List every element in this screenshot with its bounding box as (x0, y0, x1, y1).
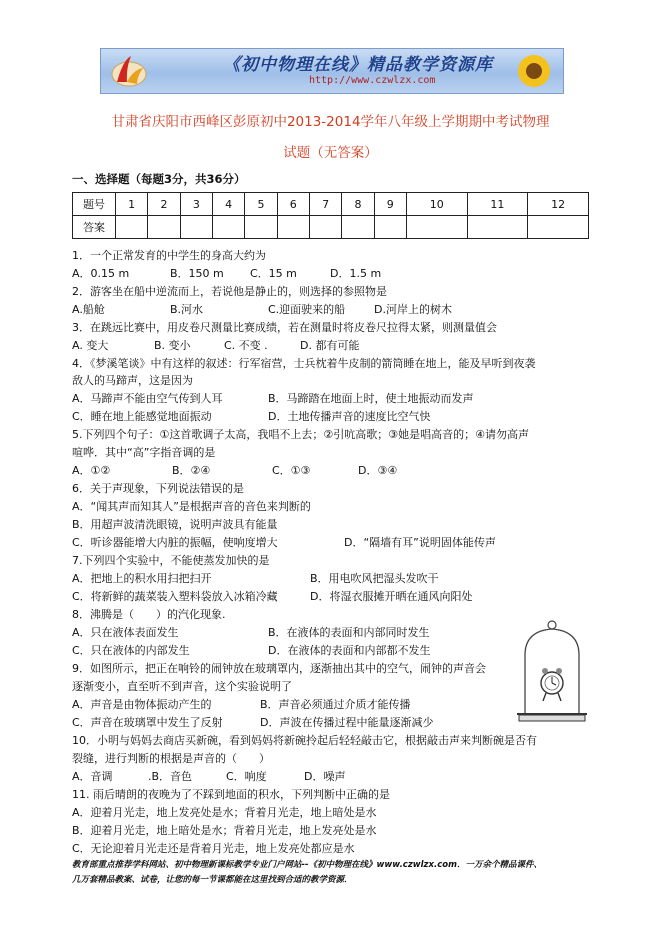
table-cell-answer (467, 216, 528, 239)
footer-note (72, 858, 589, 888)
question-text: C. 不变 . (224, 339, 268, 352)
question-text: D．在液体的表面和内部都不发生 (268, 644, 431, 657)
table-cell-answer (116, 216, 148, 239)
question-text: B．用超声波清洗眼镜，说明声波具有能量 (72, 518, 278, 531)
banner-title: 《初中物理在线》精品教学资源库 (223, 55, 493, 75)
question-text: A.船舱 (72, 303, 105, 316)
question-text: 11. 雨后晴朗的夜晚为了不踩到地面的积水，下列判断中正确的是 (72, 788, 390, 801)
table-cell-number: 5 (245, 193, 277, 216)
question-text: 7.下列四个实验中，不能使蒸发加快的是 (72, 554, 270, 567)
footer-line-2: 几万套精品教案、试卷，让您的每一节课都能在这里找到合适的教学资源． (72, 875, 353, 885)
question-text: 1．一个正常发育的中学生的身高大约为 (72, 249, 266, 262)
section-heading: 一、选择题（每题3分，共36分） (72, 172, 246, 186)
table-cell-number: 10 (406, 193, 467, 216)
question-text: A．把地上的积水用扫把扫开 (72, 572, 212, 585)
question-text: D．③④ (358, 464, 398, 477)
question-text: D．1.5 m (330, 267, 382, 280)
question-text: A．音调 (72, 770, 113, 783)
question-text: B．用电吹风把湿头发吹干 (310, 572, 439, 585)
table-cell-number: 8 (342, 193, 374, 216)
table-cell-answer (342, 216, 374, 239)
question-text: A．迎着月光走，地上发亮处是水；背着月光走，地上暗处是水 (72, 806, 377, 819)
question-text: D．“隔墙有耳”说明固体能传声 (344, 536, 496, 549)
question-text: D.河岸上的树木 (374, 303, 452, 316)
table-cell-answer (374, 216, 406, 239)
question-text: 6．关于声现象，下列说法错误的是 (72, 482, 244, 495)
question-text: 9．如图所示，把正在响铃的闹钟放在玻璃罩内，逐渐抽出其中的空气，闹钟的声音会 (72, 662, 486, 675)
question-text: A．①② (72, 464, 111, 477)
question-text: A．0.15 m (72, 267, 130, 280)
bell-jar-figure (513, 617, 591, 725)
question-text: 喧哗．其中“高”字指音调的是 (72, 446, 216, 459)
question-text: B．②④ (172, 464, 211, 477)
question-text: 8．沸腾是（ ）的汽化现象. (72, 608, 226, 621)
question-text: D．将湿衣服摊开晒在通风向阳处 (310, 590, 473, 603)
question-text: D．土地传播声音的速度比空气快 (268, 410, 431, 423)
table-cell-number: 12 (528, 193, 589, 216)
table-cell-number: 7 (309, 193, 341, 216)
question-text: A．只在液体表面发生 (72, 626, 179, 639)
table-cell-number: 9 (374, 193, 406, 216)
table-row (73, 193, 589, 216)
question-text: 3．在跳远比赛中，用皮卷尺测量比赛成绩，若在测量时将皮卷尺拉得太紧，则测量值会 (72, 321, 497, 334)
question-text: C．睡在地上能感觉地面振动 (72, 410, 212, 423)
question-text: 2．游客坐在船中逆流而上，若说他是静止的，则选择的参照物是 (72, 285, 387, 298)
table-cell-answer (406, 216, 467, 239)
question-text: 敌人的马蹄声，这是因为 (72, 374, 193, 387)
table-cell-answer (148, 216, 180, 239)
question-text: D．噪声 (304, 770, 346, 783)
header-banner (100, 48, 564, 94)
question-text: C．①③ (272, 464, 311, 477)
table-cell-answer (309, 216, 341, 239)
table-cell-header: 题号 (73, 193, 116, 216)
document-title-line-2: 试题（无答案） (283, 145, 378, 161)
question-text: A．声音是由物体振动产生的 (72, 698, 212, 711)
table-cell-header: 答案 (73, 216, 116, 239)
table-cell-answer (528, 216, 589, 239)
question-text: C．只在液体的内部发生 (72, 644, 190, 657)
table-cell-number: 2 (148, 193, 180, 216)
question-text: B．150 m (170, 267, 224, 280)
table-cell-number: 3 (180, 193, 212, 216)
question-text: A．马蹄声不能由空气传到人耳 (72, 392, 223, 405)
question-text: C．声音在玻璃罩中发生了反射 (72, 716, 223, 729)
table-cell-answer (212, 216, 244, 239)
question-text: C．无论迎着月光走还是背着月光走，地上发亮处都应是水 (72, 842, 355, 855)
answer-table (72, 192, 589, 239)
table-cell-number: 11 (467, 193, 528, 216)
question-text: 裂缝，进行判断的根据是声音的（ ） (72, 752, 270, 765)
table-cell-answer (277, 216, 309, 239)
question-text: B．在液体的表面和内部同时发生 (268, 626, 430, 639)
sunflower-icon (511, 51, 557, 91)
table-cell-answer (245, 216, 277, 239)
question-text: D. 都有可能 (300, 339, 360, 352)
question-text: C．将新鲜的蔬菜装入塑料袋放入冰箱冷藏 (72, 590, 278, 603)
question-text: D．声波在传播过程中能量逐渐减少 (260, 716, 434, 729)
question-text: A. 变大 (72, 339, 109, 352)
question-text: 4．《梦溪笔谈》中有这样的叙述：行军宿营，士兵枕着牛皮制的箭筒睡在地上，能及早听到夜袭 (72, 357, 536, 370)
document-title-line-1: 甘肃省庆阳市西峰区彭原初中2013-2014学年八年级上学期期中考试物理 (111, 114, 550, 130)
table-cell-answer (180, 216, 212, 239)
table-cell-number: 6 (277, 193, 309, 216)
site-logo-icon (109, 52, 149, 90)
table-cell-number: 1 (116, 193, 148, 216)
question-text: 逐渐变小，直至听不到声音，这个实验说明了 (72, 680, 292, 693)
question-text: B. 变小 (154, 339, 191, 352)
question-text: B．迎着月光走，地上暗处是水；背着月光走，地上发亮处是水 (72, 824, 377, 837)
question-text: C．15 m (250, 267, 297, 280)
question-text: 5.下列四个句子：①这首歌调子太高，我唱不上去；②引吭高歌；③她是唱高音的；④请勿高声 (72, 428, 529, 441)
table-row (73, 216, 589, 239)
question-text: C．听诊器能增大内脏的振幅，使响度增大 (72, 536, 278, 549)
question-text: B．马蹄踏在地面上时，使土地振动而发声 (268, 392, 474, 405)
question-text: A．“闻其声而知其人”是根据声音的音色来判断的 (72, 500, 311, 513)
banner-url: http://www.czwlzx.com (309, 75, 436, 86)
question-text: 10．小明与妈妈去商店买新碗，看到妈妈将新碗拎起后轻轻敲击它，根据敲击声来判断碗是否有 (72, 734, 537, 747)
question-text: .B．音色 (148, 770, 193, 783)
question-text: B.河水 (170, 303, 204, 316)
question-text: C.迎面驶来的船 (268, 303, 346, 316)
table-cell-number: 4 (212, 193, 244, 216)
question-text: C．响度 (226, 770, 267, 783)
footer-line-1: 教育部重点推荐学科网站、初中物理新课标教学专业门户网站--《初中物理在线》www.czwlzx.com．一万余个精品课件、 (72, 860, 542, 870)
question-text: B．声音必须通过介质才能传播 (260, 698, 411, 711)
